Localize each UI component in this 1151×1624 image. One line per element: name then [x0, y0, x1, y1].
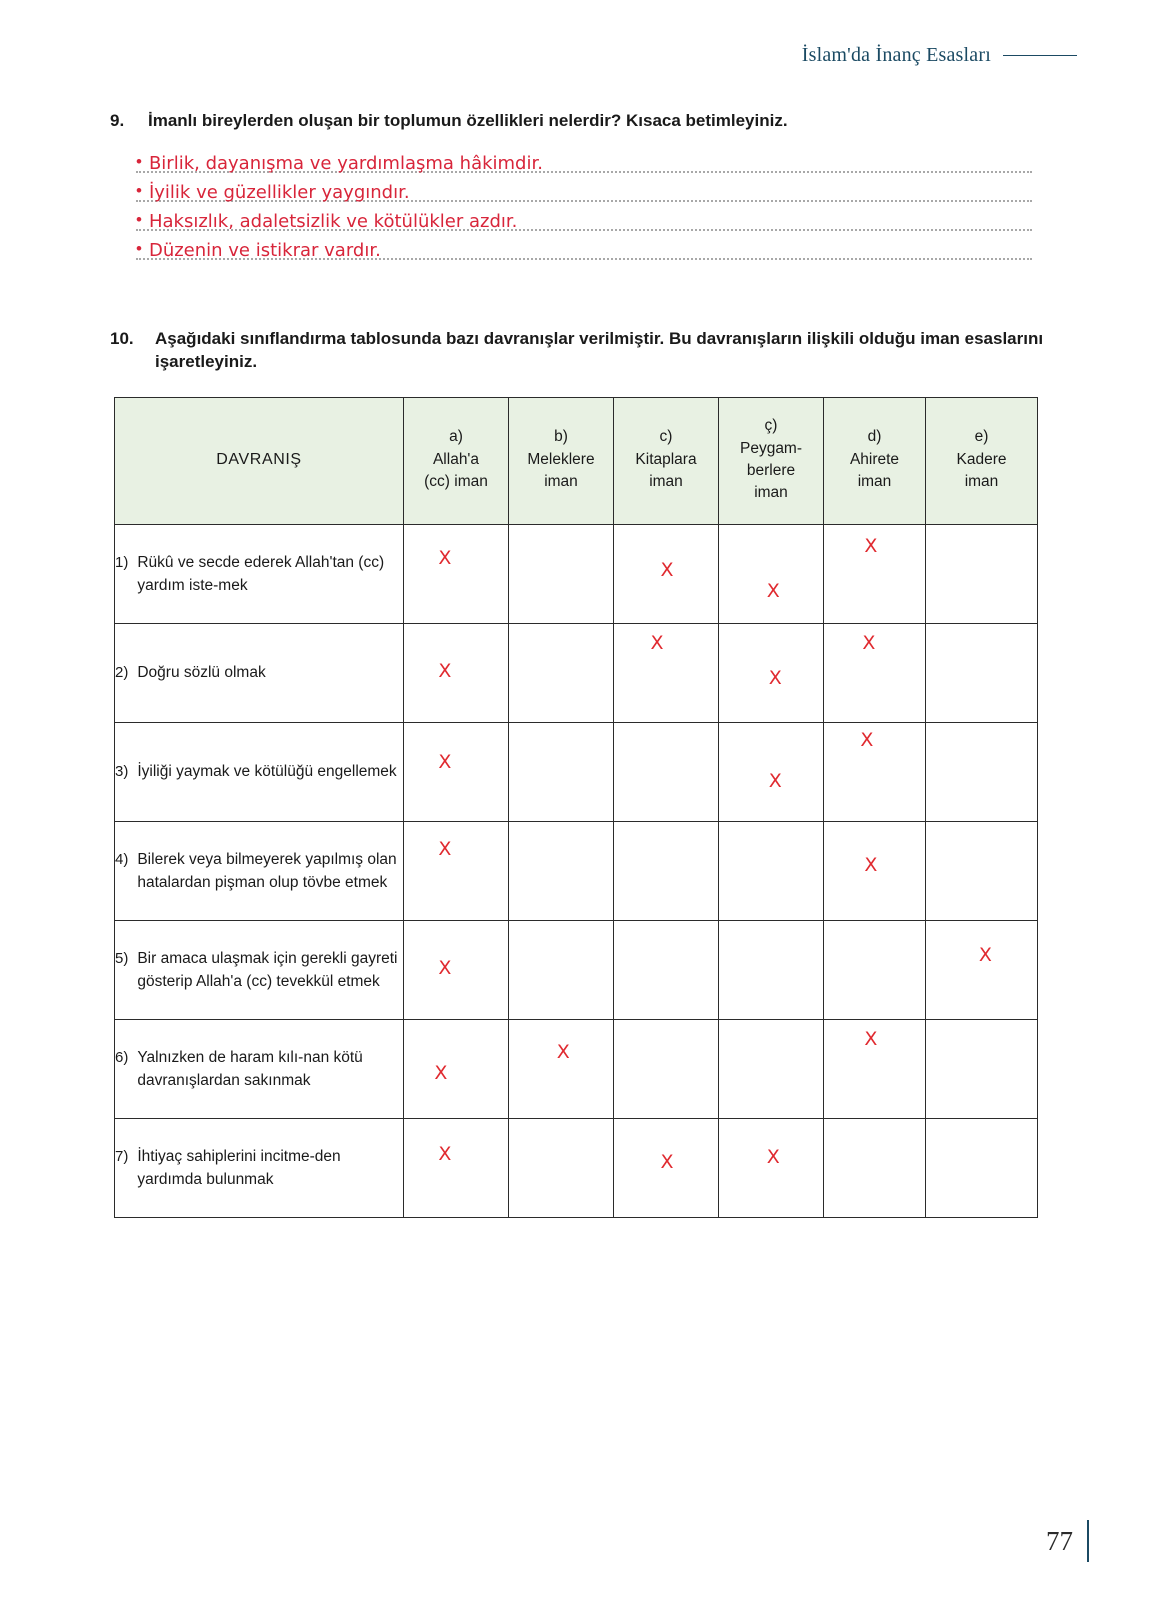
- column-header-behaviour: DAVRANIŞ: [115, 398, 404, 525]
- behaviour-number: 2): [115, 664, 129, 682]
- mark-cell[interactable]: [509, 921, 614, 1020]
- mark-cell[interactable]: [404, 723, 509, 822]
- check-mark: X: [438, 546, 452, 569]
- mark-cell[interactable]: [404, 624, 509, 723]
- mark-cell[interactable]: [509, 525, 614, 624]
- header-rule: [1003, 55, 1077, 56]
- mark-cell[interactable]: [926, 723, 1038, 822]
- check-mark: X: [660, 1150, 674, 1173]
- column-letter: b): [554, 428, 568, 446]
- behaviour-text: İyiliği yaymak ve kötülüğü engellemek: [137, 763, 397, 781]
- check-mark: X: [768, 770, 782, 793]
- behaviour-number: 3): [115, 763, 129, 781]
- behaviour-text: Bilerek veya bilmeyerek yapılmış olan hatalardan pişman olup tövbe etmek: [137, 850, 397, 891]
- mark-cell[interactable]: [719, 1020, 824, 1119]
- mark-cell[interactable]: [509, 822, 614, 921]
- column-header-e: [926, 398, 1038, 525]
- check-mark: X: [650, 631, 664, 654]
- behaviour-cell: [115, 723, 404, 822]
- question-10-prompt: Aşağıdaki sınıflandırma tablosunda bazı davranışlar verilmiştir. Bu davranışların ilişkili olduğu iman esaslarını işaretleyiniz.: [155, 329, 1044, 371]
- question-9-number: 9.: [110, 111, 125, 130]
- question-9-prompt: İmanlı bireylerden oluşan bir toplumun özellikleri nelerdir? Kısaca betimleyiniz.: [148, 111, 788, 130]
- behaviour-cell: [115, 822, 404, 921]
- mark-cell[interactable]: [926, 624, 1038, 723]
- check-mark: X: [438, 1142, 452, 1165]
- check-mark: X: [766, 1146, 780, 1169]
- check-mark: X: [864, 1027, 878, 1050]
- check-mark: X: [660, 558, 674, 581]
- column-header-a: [404, 398, 509, 525]
- mark-cell[interactable]: [719, 525, 824, 624]
- mark-cell[interactable]: [824, 921, 926, 1020]
- behaviour-number: 7): [115, 1147, 129, 1165]
- check-mark: X: [434, 1061, 448, 1084]
- answer-line[interactable]: [136, 206, 1032, 235]
- answer-line[interactable]: [136, 235, 1032, 264]
- mark-cell[interactable]: [614, 1020, 719, 1119]
- behaviour-cell: [115, 921, 404, 1020]
- column-letter: a): [449, 428, 463, 446]
- mark-cell[interactable]: [614, 525, 719, 624]
- table-row: [115, 624, 1038, 723]
- check-mark: X: [864, 853, 878, 876]
- behaviour-number: 6): [115, 1048, 129, 1066]
- behaviour-cell: [115, 525, 404, 624]
- table-header-row: [115, 398, 1038, 525]
- mark-cell[interactable]: [719, 822, 824, 921]
- check-mark: X: [768, 667, 782, 690]
- column-header-b: [509, 398, 614, 525]
- mark-cell[interactable]: [824, 525, 926, 624]
- column-label: Peygam- berlere iman: [739, 439, 803, 502]
- bullet-icon: •: [136, 239, 142, 258]
- page-header: [802, 44, 1077, 67]
- check-mark: X: [862, 631, 876, 654]
- behaviour-cell: [115, 624, 404, 723]
- chapter-title: İslam'da İnanç Esasları: [801, 44, 991, 66]
- question-10: [110, 328, 1045, 374]
- check-mark: X: [438, 750, 452, 773]
- mark-cell[interactable]: [404, 1020, 509, 1119]
- behaviour-text: Yalnızken de haram kılı-nan kötü davranışlardan sakınmak: [137, 1048, 363, 1089]
- behaviour-text: İhtiyaç sahiplerini incitme-den yardımda bulunmak: [137, 1147, 341, 1188]
- mark-cell[interactable]: [824, 723, 926, 822]
- column-header-d: [824, 398, 926, 525]
- bullet-icon: •: [136, 181, 142, 200]
- page-footer: [1046, 1520, 1089, 1562]
- behaviour-cell: [115, 1020, 404, 1119]
- bullet-icon: •: [136, 152, 142, 171]
- answer-text: İyilik ve güzellikler yaygındır.: [148, 182, 410, 203]
- mark-cell[interactable]: [926, 525, 1038, 624]
- check-mark: X: [978, 944, 992, 967]
- column-letter: ç): [764, 417, 778, 435]
- mark-cell[interactable]: [509, 723, 614, 822]
- mark-cell[interactable]: [926, 921, 1038, 1020]
- answer-text: Birlik, dayanışma ve yardımlaşma hâkimdir.: [148, 153, 543, 174]
- mark-cell[interactable]: [404, 525, 509, 624]
- mark-cell[interactable]: [926, 1119, 1038, 1218]
- mark-cell[interactable]: [509, 1020, 614, 1119]
- mark-cell[interactable]: [824, 1020, 926, 1119]
- mark-cell[interactable]: [614, 624, 719, 723]
- mark-cell[interactable]: [824, 822, 926, 921]
- table-row: [115, 1020, 1038, 1119]
- mark-cell[interactable]: [404, 921, 509, 1020]
- answer-line[interactable]: [136, 148, 1032, 177]
- column-label: Kadere iman: [956, 450, 1007, 491]
- table-row: [115, 525, 1038, 624]
- bullet-icon: •: [136, 210, 142, 229]
- column-header-c-cedilla: [719, 398, 824, 525]
- table-row: [115, 723, 1038, 822]
- check-mark: X: [438, 837, 452, 860]
- mark-cell[interactable]: [719, 921, 824, 1020]
- check-mark: X: [438, 956, 452, 979]
- column-letter: d): [867, 428, 882, 446]
- mark-cell[interactable]: [719, 624, 824, 723]
- column-letter: e): [974, 428, 989, 446]
- mark-cell[interactable]: [614, 822, 719, 921]
- question-9-answer-list: [136, 148, 1032, 264]
- mark-cell[interactable]: [509, 1119, 614, 1218]
- question-9: [110, 110, 1040, 133]
- column-header-c: [614, 398, 719, 525]
- table-row: [115, 921, 1038, 1020]
- check-mark: X: [556, 1041, 570, 1064]
- table-row: [115, 822, 1038, 921]
- mark-cell[interactable]: [404, 1119, 509, 1218]
- mark-cell[interactable]: [926, 1020, 1038, 1119]
- mark-cell[interactable]: [719, 723, 824, 822]
- behaviour-number: 1): [115, 553, 129, 571]
- mark-cell[interactable]: [824, 1119, 926, 1218]
- mark-cell[interactable]: [926, 822, 1038, 921]
- mark-cell[interactable]: [404, 822, 509, 921]
- answer-text: Haksızlık, adaletsizlik ve kötülükler azdır.: [148, 211, 518, 232]
- behaviour-text: Bir amaca ulaşmak için gerekli gayreti gösterip Allah'a (cc) tevekkül etmek: [137, 949, 398, 990]
- table-row: [115, 1119, 1038, 1218]
- mark-cell[interactable]: [719, 1119, 824, 1218]
- answer-text: Düzenin ve istikrar vardır.: [148, 240, 381, 261]
- behaviour-number: 4): [115, 850, 129, 868]
- behaviour-text: Rükû ve secde ederek Allah'tan (cc) yardım iste-mek: [137, 553, 385, 594]
- column-label: Ahirete iman: [849, 450, 900, 491]
- mark-cell[interactable]: [614, 723, 719, 822]
- column-label: Allah'a (cc) iman: [424, 450, 488, 491]
- question-10-number: 10.: [110, 329, 134, 348]
- column-letter: c): [659, 428, 673, 446]
- check-mark: X: [766, 580, 780, 603]
- mark-cell[interactable]: [824, 624, 926, 723]
- table-body: [115, 525, 1038, 1218]
- page-number: 77: [1046, 1525, 1073, 1556]
- mark-cell[interactable]: [614, 1119, 719, 1218]
- answer-line[interactable]: [136, 177, 1032, 206]
- check-mark: X: [864, 534, 878, 557]
- behaviour-text: Doğru sözlü olmak: [137, 664, 266, 682]
- footer-rule: [1087, 1520, 1089, 1562]
- behaviour-cell: [115, 1119, 404, 1218]
- behaviour-number: 5): [115, 949, 129, 967]
- check-mark: X: [860, 728, 874, 751]
- mark-cell[interactable]: [509, 624, 614, 723]
- classification-table: [114, 397, 1038, 1218]
- check-mark: X: [438, 659, 452, 682]
- mark-cell[interactable]: [614, 921, 719, 1020]
- column-label: Meleklere iman: [527, 450, 595, 491]
- column-label: Kitaplara iman: [635, 450, 697, 491]
